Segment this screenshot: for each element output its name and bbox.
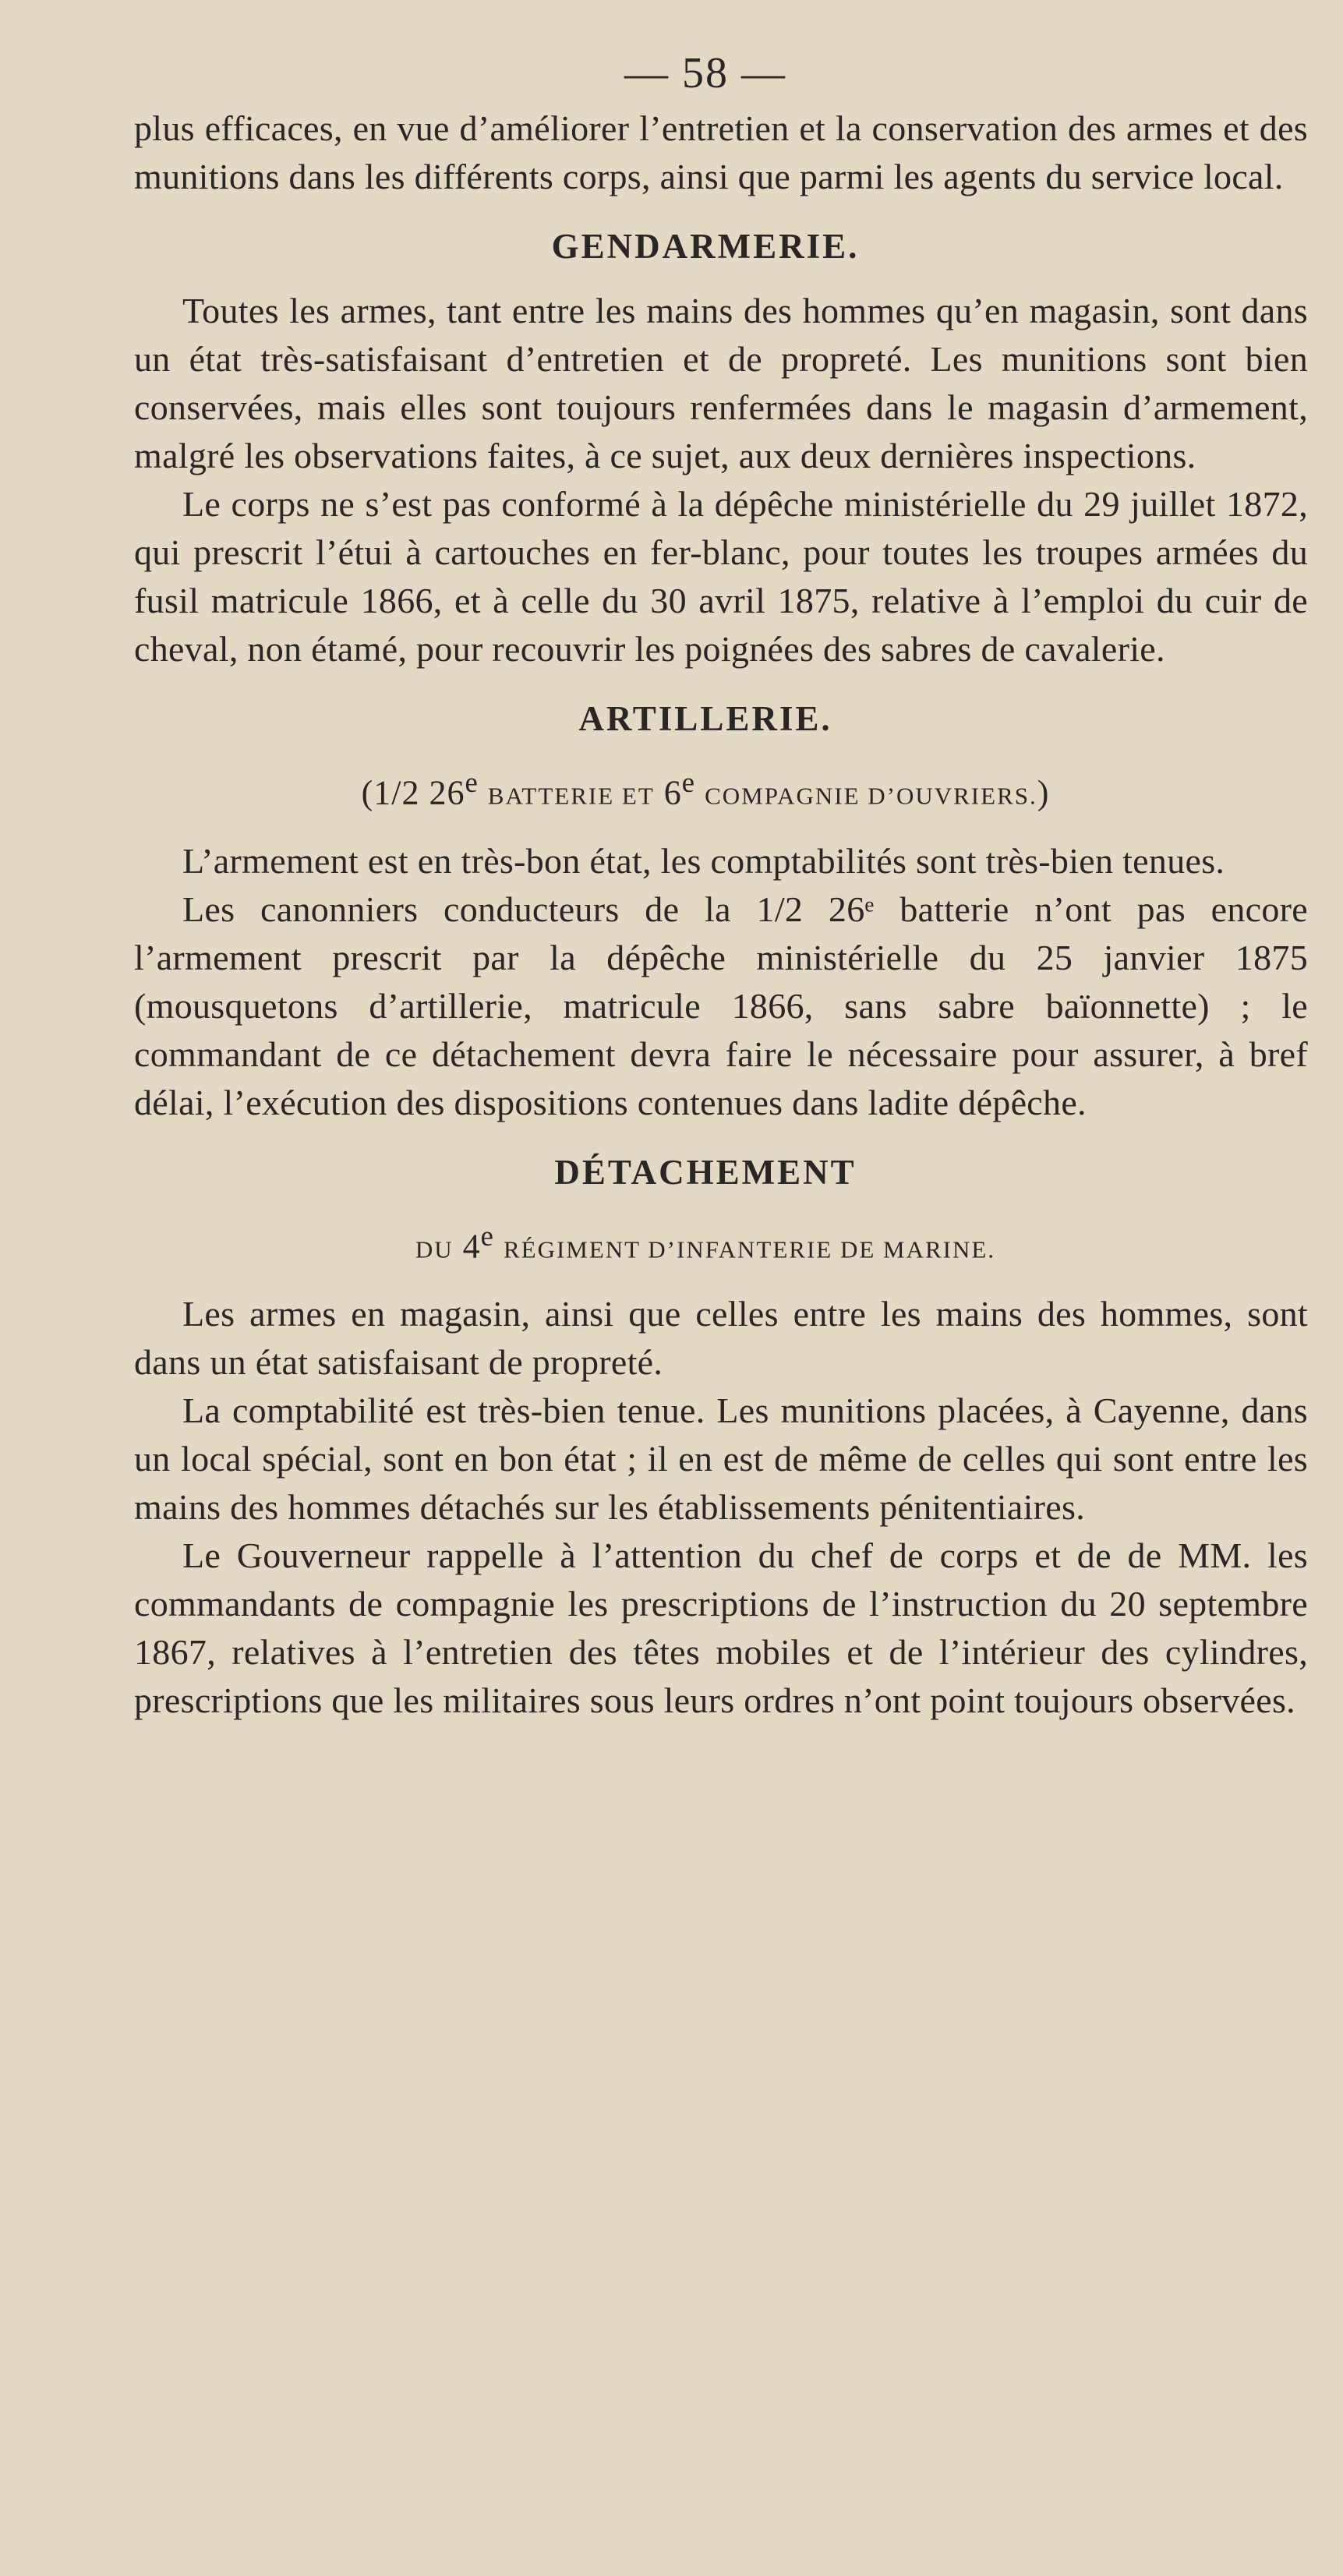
gendarmerie-paragraph-2: Le corps ne s’est pas conformé à la dépêche ministérielle du 29 juillet 1872, qui prescrit l’étui à cartouches en fer-blanc, pour toutes les troupes armées du fusil matricule 1866, et à celle du 30 avril 1875, relative à l’emploi du cuir de cheval, non étamé, pour recouvrir les poignées des sabres de cavalerie. [134, 484, 1308, 669]
section-heading-gendarmerie: GENDARMERIE. [551, 227, 860, 266]
subheading-caps: DU [415, 1235, 454, 1263]
intro-paragraph: plus efficaces, en vue d’améliorer l’entretien et la conservation des armes et des munitions dans les différents corps, ainsi que parmi les agents du service local. [134, 108, 1308, 196]
gendarmerie-paragraph-1: Toutes les armes, tant entre les mains des hommes qu’en magasin, sont dans un état très-satisfaisant d’entretien et de propreté. Les munitions sont bien conservées, mais elles sont toujours renfermées dans le magasin d’armement, malgré les observations faites, à ce sujet, aux deux dernières inspections. [134, 291, 1308, 475]
detachement-paragraph-3: Le Gouverneur rappelle à l’attention du chef de corps et de de MM. les commandants de compagnie les prescriptions de l’instruction du 20 septembre 1867, relatives à l’entretien des têtes mobiles et de l’intérieur des cylindres, prescriptions que les militaires sous leurs ordres n’ont point toujours observées. [134, 1535, 1308, 1721]
artillerie-paragraph-2: Les canonniers conducteurs de la 1/2 26ᵉ batterie n’ont pas encore l’armement prescrit par la dépêche ministérielle du 25 janvier 1875 (mousquetons d’artillerie, matricule 1866, sans sabre baïonnette) ; le commandant de ce détachement devra faire le nécessaire pour assurer, à bref délai, l’exécution des dispositions contenues dans ladite dépêche. [134, 889, 1308, 1122]
detachement-paragraph-1: Les armes en magasin, ainsi que celles entre les mains des hommes, sont dans un état satisfaisant de propreté. [134, 1294, 1308, 1383]
subheading-superscript: e [480, 1219, 494, 1252]
subheading-prefix: (1/2 26 [361, 773, 465, 812]
subheading-close: ) [1037, 773, 1050, 812]
subheading-caps: BATTERIE ET [487, 782, 655, 810]
section-subheading-artillerie [134, 759, 1308, 820]
subheading-number: 6 [663, 773, 682, 812]
subheading-superscript: e [681, 766, 696, 798]
subheading-superscript: e [465, 766, 479, 798]
subheading-number: 4 [462, 1227, 481, 1266]
artillerie-paragraph-1: L’armement est en très-bon état, les comptabilités sont très-bien tenues. [182, 840, 1225, 881]
detachement-paragraph-2: La comptabilité est très-bien tenue. Les munitions placées, à Cayenne, dans un local spécial, sont en bon état ; il en est de même de celles qui sont entre les mains des hommes détachés sur les établissements pénitentiaires. [134, 1390, 1308, 1528]
section-subheading-detachement [134, 1213, 1308, 1274]
subheading-caps: COMPAGNIE D’OUVRIERS. [705, 782, 1037, 810]
section-heading-artillerie: ARTILLERIE. [578, 699, 832, 738]
page-number: — 58 — [624, 49, 786, 97]
subheading-caps: RÉGIMENT D’INFANTERIE DE MARINE. [503, 1235, 996, 1263]
section-heading-detachement: DÉTACHEMENT [554, 1152, 857, 1192]
